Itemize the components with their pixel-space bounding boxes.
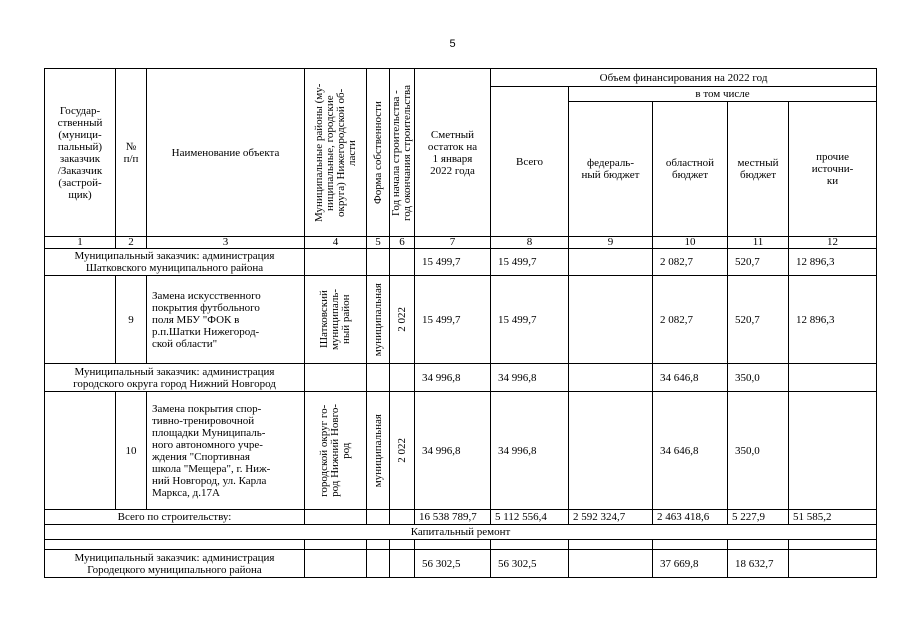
object-name: Замена покрытия спор- тивно-тренировочной площадки Муниципаль- ного автономного учре- ждения "Спортивная школа "Мещера", г. Ниж- ний Новгород, ул. Карла Маркса, д.17А <box>147 392 305 510</box>
estimate-cell: 56 302,5 <box>415 550 491 578</box>
column-index: 6 <box>390 237 415 249</box>
object-ownership: муниципальная <box>367 276 390 364</box>
regional-cell: 37 669,8 <box>653 550 728 578</box>
total-cell: 56 302,5 <box>491 550 569 578</box>
header-local: местный бюджет <box>728 102 789 237</box>
regional-cell: 34 646,8 <box>653 392 728 510</box>
other-cell: 12 896,3 <box>789 249 877 276</box>
object-number: 9 <box>116 276 147 364</box>
other-cell: 51 585,2 <box>789 510 877 525</box>
object-number: 10 <box>116 392 147 510</box>
header-ownership: Форма собственности <box>367 69 390 237</box>
column-index: 1 <box>45 237 116 249</box>
header-other: прочие источни- ки <box>789 102 877 237</box>
header-customer: Государ- ственный (муници- пальный) заказчик /Заказчик (застрой- щик) <box>45 69 116 237</box>
customer-row <box>45 550 877 578</box>
federal-cell <box>569 276 653 364</box>
federal-cell <box>569 550 653 578</box>
column-index: 11 <box>728 237 789 249</box>
local-cell: 350,0 <box>728 392 789 510</box>
local-cell: 350,0 <box>728 364 789 392</box>
regional-cell: 2 082,7 <box>653 249 728 276</box>
other-cell <box>789 364 877 392</box>
page-number: 5 <box>449 38 456 50</box>
object-name: Замена искусственного покрытия футбольного поля МБУ "ФОК в р.п.Шатки Нижегород- ской области" <box>147 276 305 364</box>
column-index: 8 <box>491 237 569 249</box>
local-cell: 5 227,9 <box>728 510 789 525</box>
column-index-row <box>45 237 877 249</box>
customer-row <box>45 249 877 276</box>
federal-cell <box>569 364 653 392</box>
local-cell: 18 632,7 <box>728 550 789 578</box>
customer-label: Муниципальный заказчик: администрация городского округа город Нижний Новгород <box>45 364 305 392</box>
estimate-cell: 34 996,8 <box>415 392 491 510</box>
header-including: в том числе <box>569 87 877 102</box>
customer-label: Муниципальный заказчик: администрация Шатковского муниципального района <box>45 249 305 276</box>
column-index: 9 <box>569 237 653 249</box>
total-cell: 34 996,8 <box>491 364 569 392</box>
customer-label: Муниципальный заказчик: администрация Городецкого муниципального района <box>45 550 305 578</box>
column-index: 2 <box>116 237 147 249</box>
total-cell: 5 112 556,4 <box>491 510 569 525</box>
regional-cell: 2 463 418,6 <box>653 510 728 525</box>
other-cell: 12 896,3 <box>789 276 877 364</box>
total-cell: 15 499,7 <box>491 276 569 364</box>
construction-total-row <box>45 510 877 525</box>
column-index: 7 <box>415 237 491 249</box>
object-district: городской округ го- род Нижний Новго- род <box>305 392 367 510</box>
header-regional: областной бюджет <box>653 102 728 237</box>
column-index: 10 <box>653 237 728 249</box>
object-ownership: муниципальная <box>367 392 390 510</box>
section-title: Капитальный ремонт <box>45 525 877 540</box>
object-row <box>45 392 877 510</box>
column-index: 3 <box>147 237 305 249</box>
local-cell: 520,7 <box>728 249 789 276</box>
object-row <box>45 276 877 364</box>
column-index: 5 <box>367 237 390 249</box>
column-index: 4 <box>305 237 367 249</box>
header-years: Год начала строительства - год окончания строительства <box>390 69 415 237</box>
header-total: Всего <box>491 87 569 237</box>
total-cell: 15 499,7 <box>491 249 569 276</box>
header-number: № п/п <box>116 69 147 237</box>
estimate-cell: 15 499,7 <box>415 249 491 276</box>
other-cell <box>789 392 877 510</box>
header-financing: Объем финансирования на 2022 год <box>491 69 877 87</box>
header-federal: федераль- ный бюджет <box>569 102 653 237</box>
object-years: 2 022 <box>390 276 415 364</box>
column-index: 12 <box>789 237 877 249</box>
object-district: Шатковский муниципаль- ный район <box>305 276 367 364</box>
header-districts: Муниципальные районы (му- ниципальные, городские округа) Нижегородской об- ласти <box>305 69 367 237</box>
local-cell: 520,7 <box>728 276 789 364</box>
regional-cell: 34 646,8 <box>653 364 728 392</box>
estimate-cell: 34 996,8 <box>415 364 491 392</box>
section-row <box>45 525 877 540</box>
header-object-name: Наименование объекта <box>147 69 305 237</box>
estimate-cell: 16 538 789,7 <box>415 510 491 525</box>
header-estimate: Сметный остаток на 1 января 2022 года <box>415 69 491 237</box>
customer-row <box>45 364 877 392</box>
estimate-cell: 15 499,7 <box>415 276 491 364</box>
other-cell <box>789 550 877 578</box>
financing-table <box>44 68 877 578</box>
federal-cell <box>569 249 653 276</box>
federal-cell: 2 592 324,7 <box>569 510 653 525</box>
federal-cell <box>569 392 653 510</box>
construction-total-label: Всего по строительству: <box>45 510 305 525</box>
total-cell: 34 996,8 <box>491 392 569 510</box>
regional-cell: 2 082,7 <box>653 276 728 364</box>
object-years: 2 022 <box>390 392 415 510</box>
